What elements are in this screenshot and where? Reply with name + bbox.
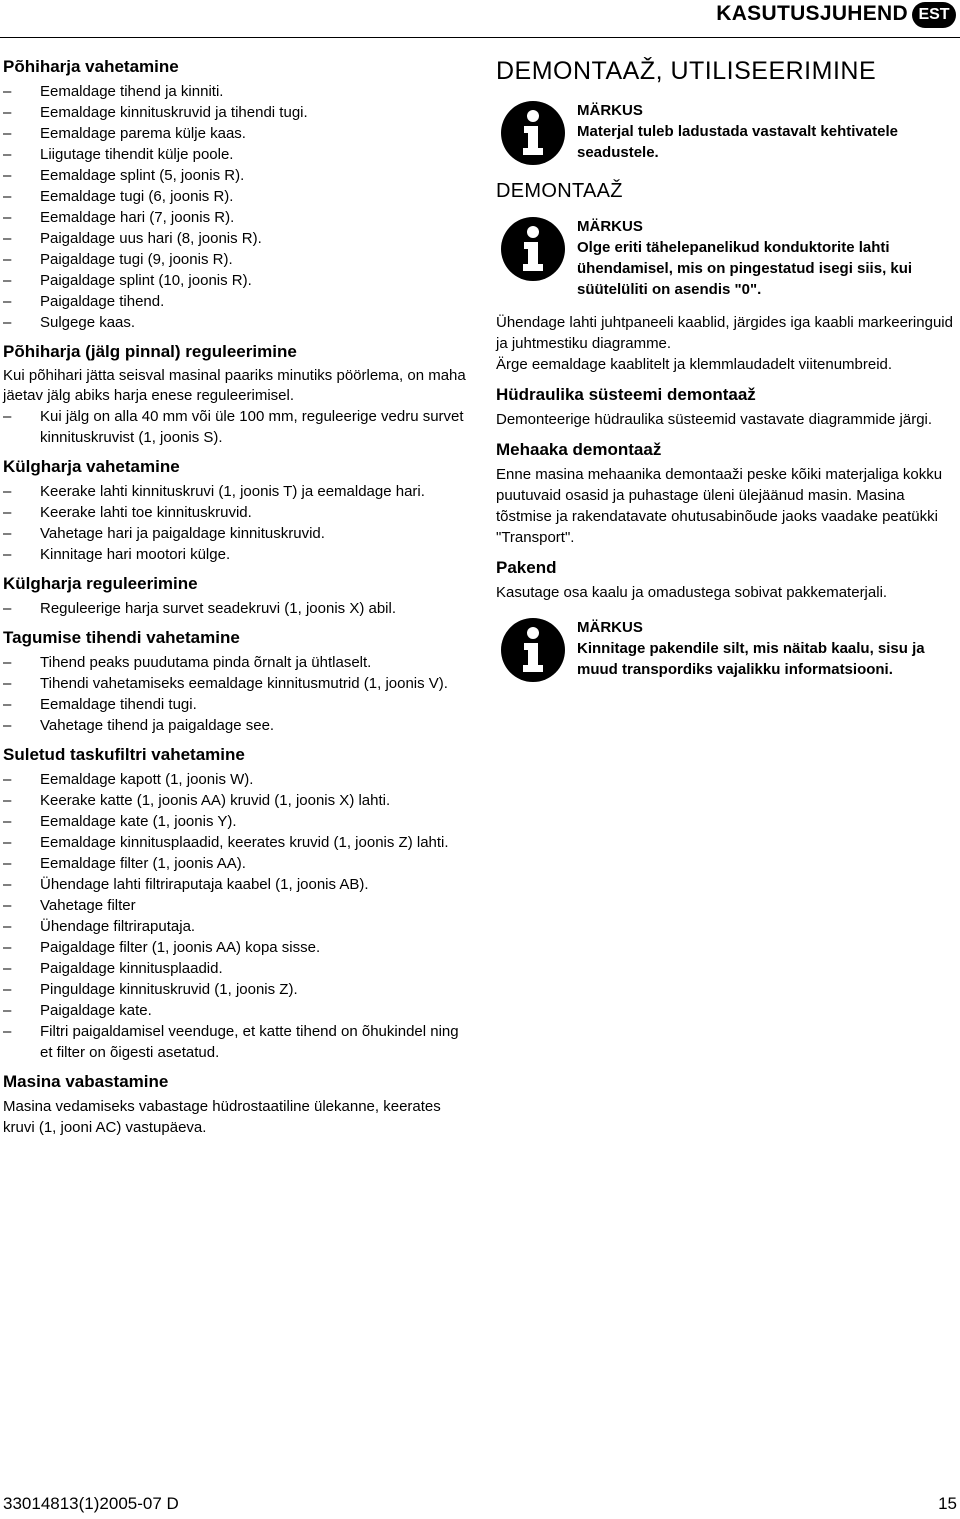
side-brush-replace-list [3,481,473,565]
list-item [3,502,473,523]
list-item [3,916,473,937]
list-item [3,673,473,694]
dash-bullet: – [3,981,12,998]
dash-bullet: – [3,918,12,935]
list-item [3,895,473,916]
list-item [3,1021,473,1063]
list-item [3,481,473,502]
note-label: MÄRKUS [577,619,643,636]
list-item [3,523,473,544]
section-title-side-brush-replace: Külgharja vahetamine [3,457,180,476]
section-title-packing: Pakend [496,558,557,577]
list-item-text: Paigaldage splint (10, joonis R). [40,272,252,289]
mechanics-text: Enne masina mehaanika demontaaži peske kõiki materjaliga kokku puutuvaid osasid ja puhastage üleni ülejäänud masin. Masina tõstmise ja rakendatavate ohutusabinõude jaoks vaadake peatükki "Transport". [496,466,943,546]
header-divider [0,37,960,38]
list-item [3,937,473,958]
list-item [3,598,473,619]
dash-bullet: – [3,939,12,956]
dash-bullet: – [3,771,12,788]
list-item-text: Vahetage tihend ja paigaldage see. [40,717,275,734]
packing-text: Kasutage osa kaalu ja omadustega sobivat pakkematerjali. [496,584,888,601]
list-item [3,832,473,853]
dash-bullet: – [3,230,12,247]
main-brush-adjust-text: Kui põhihari jätta seisval masinal paariks minutiks pöörlema, on maha jäetav jälg abiks harja enese reguleerimisel. [3,367,466,404]
document-code: 33014813(1)2005-07 D [3,1494,179,1513]
list-item-text: Kui jälg on alla 40 mm või üle 100 mm, reguleerige vedru survet kinnituskruvist (1, joonis S). [40,408,464,446]
main-brush-replace-list [3,81,473,333]
list-item [3,165,473,186]
list-item-text: Eemaldage tihend ja kinniti. [40,83,224,100]
list-item-text: Paigaldage tugi (9, joonis R). [40,251,233,268]
list-item-text: Paigaldage kate. [40,1002,152,1019]
page-header [0,0,960,38]
dash-bullet: – [3,1002,12,1019]
dash-bullet: – [3,960,12,977]
note-label: MÄRKUS [577,102,643,119]
dash-bullet: – [3,1023,12,1040]
reference-numbers-text: Ärge eemaldage kaablitelt ja klemmlaudadelt viitenumbreid. [496,356,893,373]
list-item-text: Eemaldage filter (1, joonis AA). [40,855,246,872]
side-brush-adjust-list [3,598,473,619]
section-title-hydraulics: Hüdraulika süsteemi demontaaž [496,385,756,404]
dash-bullet: – [3,83,12,100]
list-item [3,406,473,448]
dash-bullet: – [3,717,12,734]
list-item [3,544,473,565]
hydraulics-text: Demonteerige hüdraulika süsteemid vastavate diagrammide järgi. [496,411,933,428]
list-item [3,652,473,673]
list-item-text: Vahetage hari ja paigaldage kinnituskruvid. [40,525,325,542]
dash-bullet: – [3,876,12,893]
dash-bullet: – [3,251,12,268]
page-number: 15 [938,1494,957,1513]
list-item [3,144,473,165]
list-item-text: Eemaldage hari (7, joonis R). [40,209,235,226]
pocket-filter-replace-list [3,769,473,1063]
dash-bullet: – [3,314,12,331]
rear-seal-replace-list [3,652,473,736]
list-item-text: Reguleerige harja survet seadekruvi (1, joonis X) abil. [40,600,397,617]
info-icon [500,617,566,683]
section-title-mechanics: Mehaaka demontaaž [496,440,662,459]
info-icon [500,100,566,166]
list-item [3,979,473,1000]
machine-release-text: Masina vedamiseks vabastage hüdrostaatiline ülekanne, keerates kruvi (1, jooni AC) vastupäeva. [3,1098,441,1136]
list-item [3,874,473,895]
list-item [3,1000,473,1021]
dash-bullet: – [3,792,12,809]
list-item-text: Tihend peaks puudutama pinda õrnalt ja ühtlaselt. [40,654,372,671]
list-item-text: Paigaldage filter (1, joonis AA) kopa sisse. [40,939,321,956]
section-title-dismantling: DEMONTAAŽ [496,180,623,202]
dash-bullet: – [3,600,12,617]
dash-bullet: – [3,167,12,184]
note-label: MÄRKUS [577,218,643,235]
manual-title: KASUTUSJUHEND [716,2,908,25]
list-item [3,207,473,228]
language-badge: EST [912,2,956,28]
note-text: Materjal tuleb ladustada vastavalt kehtivatele seadustele. [577,123,898,161]
section-title-pocket-filter-replace: Suletud taskufiltri vahetamine [3,745,245,764]
list-item-text: Kinnitage hari mootori külge. [40,546,231,563]
dash-bullet: – [3,897,12,914]
dash-bullet: – [3,408,12,425]
dash-bullet: – [3,813,12,830]
list-item-text: Pinguldage kinnituskruvid (1, joonis Z). [40,981,298,998]
dash-bullet: – [3,834,12,851]
list-item-text: Paigaldage tihend. [40,293,165,310]
list-item [3,81,473,102]
main-brush-adjust-list [3,406,473,448]
list-item-text: Eemaldage kinnitusplaadid, keerates kruvid (1, joonis Z) lahti. [40,834,449,851]
note-block-packing-label [496,617,958,687]
dash-bullet: – [3,146,12,163]
list-item-text: Vahetage filter [40,897,136,914]
list-item [3,853,473,874]
dash-bullet: – [3,504,12,521]
list-item-text: Eemaldage tihendi tugi. [40,696,197,713]
note-block-storage [496,100,958,170]
list-item [3,186,473,207]
list-item [3,123,473,144]
list-item [3,228,473,249]
list-item-text: Eemaldage parema külje kaas. [40,125,246,142]
dash-bullet: – [3,483,12,500]
cable-disconnect-text: Ühendage lahti juhtpaneeli kaablid, järgides iga kaabli markeeringuid ja juhtmestiku diagramme. [496,314,953,352]
list-item [3,811,473,832]
list-item-text: Eemaldage kinnituskruvid ja tihendi tugi. [40,104,308,121]
list-item [3,958,473,979]
section-title-main-brush-adjust: Põhiharja (jälg pinnal) reguleerimine [3,342,297,361]
dash-bullet: – [3,104,12,121]
list-item [3,694,473,715]
section-title-machine-release: Masina vabastamine [3,1072,169,1091]
list-item-text: Tihendi vahetamiseks eemaldage kinnitusmutrid (1, joonis V). [40,675,448,692]
note-block-conductors [496,216,958,300]
dash-bullet: – [3,272,12,289]
list-item [3,312,473,333]
dash-bullet: – [3,293,12,310]
section-title-side-brush-adjust: Külgharja reguleerimine [3,574,198,593]
chapter-title-dismantling: DEMONTAAŽ, UTILISEERIMINE [496,57,877,85]
dash-bullet: – [3,855,12,872]
info-icon [500,216,566,282]
list-item-text: Paigaldage uus hari (8, joonis R). [40,230,262,247]
dash-bullet: – [3,654,12,671]
list-item-text: Eemaldage kate (1, joonis Y). [40,813,237,830]
dash-bullet: – [3,675,12,692]
list-item [3,790,473,811]
note-text: Kinnitage pakendile silt, mis näitab kaalu, sisu ja muud transpordiks vajalikku informatsiooni. [577,640,925,678]
list-item [3,102,473,123]
list-item-text: Sulgege kaas. [40,314,136,331]
list-item [3,291,473,312]
note-text: Olge eriti tähelepanelikud konduktorite lahti ühendamisel, mis on pingestatud isegi siis, kui süütelüliti on asendis "0". [577,239,913,298]
section-title-rear-seal-replace: Tagumise tihendi vahetamine [3,628,240,647]
list-item-text: Eemaldage tugi (6, joonis R). [40,188,234,205]
list-item [3,270,473,291]
list-item-text: Keerake katte (1, joonis AA) kruvid (1, joonis X) lahti. [40,792,391,809]
list-item-text: Eemaldage kapott (1, joonis W). [40,771,254,788]
list-item-text: Filtri paigaldamisel veenduge, et katte tihend on õhukindel ning et filter on õigesti asetatud. [40,1023,459,1061]
list-item [3,715,473,736]
list-item-text: Ühendage filtriraputaja. [40,918,196,935]
dash-bullet: – [3,125,12,142]
list-item-text: Eemaldage splint (5, joonis R). [40,167,245,184]
list-item [3,769,473,790]
dash-bullet: – [3,696,12,713]
list-item [3,249,473,270]
list-item-text: Paigaldage kinnitusplaadid. [40,960,223,977]
left-column [3,56,473,1138]
list-item-text: Ühendage lahti filtriraputaja kaabel (1, joonis AB). [40,876,369,893]
section-title-main-brush-replace: Põhiharja vahetamine [3,57,179,76]
dash-bullet: – [3,546,12,563]
list-item-text: Keerake lahti kinnituskruvi (1, joonis T) ja eemaldage hari. [40,483,425,500]
dash-bullet: – [3,525,12,542]
right-column [496,56,958,687]
dash-bullet: – [3,209,12,226]
dash-bullet: – [3,188,12,205]
list-item-text: Liigutage tihendit külje poole. [40,146,234,163]
list-item-text: Keerake lahti toe kinnituskruvid. [40,504,252,521]
